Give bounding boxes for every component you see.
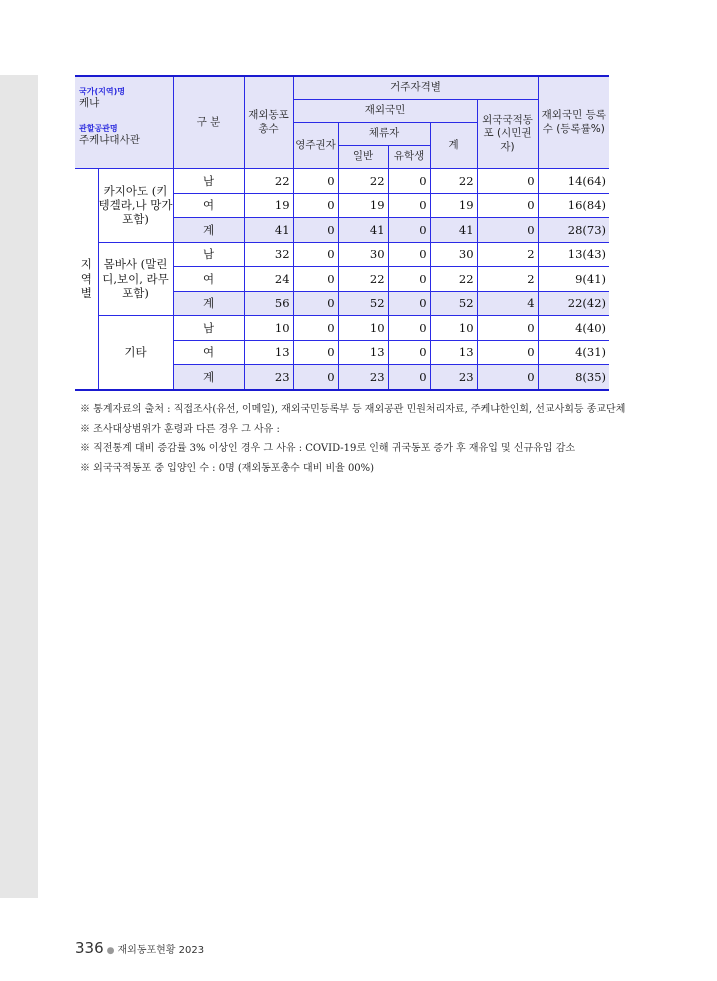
table-row bbox=[75, 316, 609, 341]
value-cell: 0 bbox=[388, 267, 430, 292]
region-name: 카지아도 (키텡겔라,나 망가포함) bbox=[98, 169, 173, 243]
foreign-header: 외국국적동포 (시민권자) bbox=[477, 100, 538, 169]
value-cell: 52 bbox=[430, 291, 477, 316]
value-cell: 0 bbox=[293, 169, 338, 194]
value-cell: 22 bbox=[430, 169, 477, 194]
sex-cell: 남 bbox=[173, 316, 244, 341]
country-label: 국가(지역)명 bbox=[79, 87, 125, 96]
category-header: 구 분 bbox=[173, 76, 244, 169]
value-cell: 0 bbox=[293, 340, 338, 365]
nationals-header: 재외국민 bbox=[293, 100, 477, 123]
value-cell: 0 bbox=[293, 193, 338, 218]
publication-title: 재외동포현황 2023 bbox=[117, 945, 205, 956]
value-cell: 23 bbox=[244, 365, 293, 390]
sex-cell: 여 bbox=[173, 267, 244, 292]
value-cell: 16(84) bbox=[538, 193, 609, 218]
sojourner-header: 체류자 bbox=[338, 123, 430, 146]
value-cell: 0 bbox=[477, 193, 538, 218]
value-cell: 30 bbox=[430, 242, 477, 267]
residence-header: 거주자격별 bbox=[293, 76, 538, 100]
value-cell: 0 bbox=[293, 218, 338, 243]
sex-cell: 여 bbox=[173, 340, 244, 365]
region-label: 지 역 별 bbox=[75, 169, 98, 390]
value-cell: 22(42) bbox=[538, 291, 609, 316]
country-cell bbox=[75, 76, 173, 169]
value-cell: 10 bbox=[338, 316, 388, 341]
value-cell: 9(41) bbox=[538, 267, 609, 292]
value-cell: 2 bbox=[477, 267, 538, 292]
value-cell: 13 bbox=[338, 340, 388, 365]
note: ※ 통계자료의 출처 : 직접조사(유선, 이메일), 재외국민등록부 등 재외공관 민원처리자료, 주케냐한인회, 선교사회등 종교단체 bbox=[80, 404, 626, 415]
value-cell: 0 bbox=[388, 316, 430, 341]
value-cell: 0 bbox=[293, 365, 338, 390]
value-cell: 32 bbox=[244, 242, 293, 267]
value-cell: 14(64) bbox=[538, 169, 609, 194]
value-cell: 0 bbox=[388, 242, 430, 267]
sex-cell: 여 bbox=[173, 193, 244, 218]
table-row bbox=[75, 169, 609, 194]
sex-cell: 계 bbox=[173, 291, 244, 316]
value-cell: 0 bbox=[388, 365, 430, 390]
page-margin-band bbox=[0, 75, 38, 898]
value-cell: 22 bbox=[338, 169, 388, 194]
value-cell: 0 bbox=[293, 242, 338, 267]
value-cell: 13 bbox=[430, 340, 477, 365]
value-cell: 0 bbox=[293, 316, 338, 341]
value-cell: 0 bbox=[388, 340, 430, 365]
value-cell: 22 bbox=[430, 267, 477, 292]
value-cell: 13(43) bbox=[538, 242, 609, 267]
table-row bbox=[75, 242, 609, 267]
value-cell: 41 bbox=[430, 218, 477, 243]
value-cell: 10 bbox=[244, 316, 293, 341]
value-cell: 10 bbox=[430, 316, 477, 341]
value-cell: 0 bbox=[388, 169, 430, 194]
value-cell: 4 bbox=[477, 291, 538, 316]
value-cell: 41 bbox=[338, 218, 388, 243]
value-cell: 13 bbox=[244, 340, 293, 365]
value-cell: 30 bbox=[338, 242, 388, 267]
mission-name: 주케냐대사관 bbox=[79, 134, 140, 147]
value-cell: 22 bbox=[338, 267, 388, 292]
permanent-header: 영주권자 bbox=[293, 123, 338, 169]
mission-label: 관할공관명 bbox=[79, 124, 118, 134]
total-header: 재외동포 총수 bbox=[244, 76, 293, 169]
country-name: 케냐 bbox=[79, 97, 100, 109]
value-cell: 23 bbox=[338, 365, 388, 390]
value-cell: 19 bbox=[430, 193, 477, 218]
value-cell: 19 bbox=[244, 193, 293, 218]
value-cell: 0 bbox=[388, 218, 430, 243]
value-cell: 4(40) bbox=[538, 316, 609, 341]
value-cell: 0 bbox=[477, 218, 538, 243]
notes bbox=[80, 400, 625, 478]
sex-cell: 남 bbox=[173, 242, 244, 267]
value-cell: 22 bbox=[244, 169, 293, 194]
sex-cell: 남 bbox=[173, 169, 244, 194]
value-cell: 0 bbox=[477, 316, 538, 341]
value-cell: 56 bbox=[244, 291, 293, 316]
value-cell: 23 bbox=[430, 365, 477, 390]
value-cell: 0 bbox=[293, 267, 338, 292]
region-name: 몸바사 (말린디,보이, 라무포함) bbox=[98, 242, 173, 316]
value-cell: 2 bbox=[477, 242, 538, 267]
subtotal-header: 계 bbox=[430, 123, 477, 169]
value-cell: 4(31) bbox=[538, 340, 609, 365]
value-cell: 0 bbox=[477, 340, 538, 365]
value-cell: 8(35) bbox=[538, 365, 609, 390]
registered-header: 재외국민 등록수 (등록률%) bbox=[538, 76, 609, 169]
note: ※ 조사대상범위가 훈령과 다른 경우 그 사유 : bbox=[80, 423, 280, 435]
sex-cell: 계 bbox=[173, 365, 244, 390]
value-cell: 52 bbox=[338, 291, 388, 316]
value-cell: 24 bbox=[244, 267, 293, 292]
value-cell: 0 bbox=[477, 365, 538, 390]
region-name: 기타 bbox=[98, 316, 173, 390]
student-header: 유학생 bbox=[388, 146, 430, 169]
value-cell: 28(73) bbox=[538, 218, 609, 243]
page-number: 336 bbox=[75, 939, 104, 957]
note: ※ 직전통계 대비 증감률 3% 이상인 경우 그 사유 : COVID-19로 인해 귀국동포 증가 후 재유입 및 신규유입 감소 bbox=[80, 443, 576, 454]
value-cell: 0 bbox=[477, 169, 538, 194]
page-footer bbox=[75, 938, 204, 957]
value-cell: 0 bbox=[293, 291, 338, 316]
value-cell: 0 bbox=[388, 291, 430, 316]
bullet-icon: ● bbox=[106, 946, 115, 956]
note: ※ 외국국적동포 중 입양인 수 : 0명 (재외동포총수 대비 비율 00%) bbox=[80, 462, 375, 474]
statistics-table bbox=[75, 75, 609, 391]
value-cell: 0 bbox=[388, 193, 430, 218]
sex-cell: 계 bbox=[173, 218, 244, 243]
value-cell: 41 bbox=[244, 218, 293, 243]
general-header: 일반 bbox=[338, 146, 388, 169]
value-cell: 19 bbox=[338, 193, 388, 218]
